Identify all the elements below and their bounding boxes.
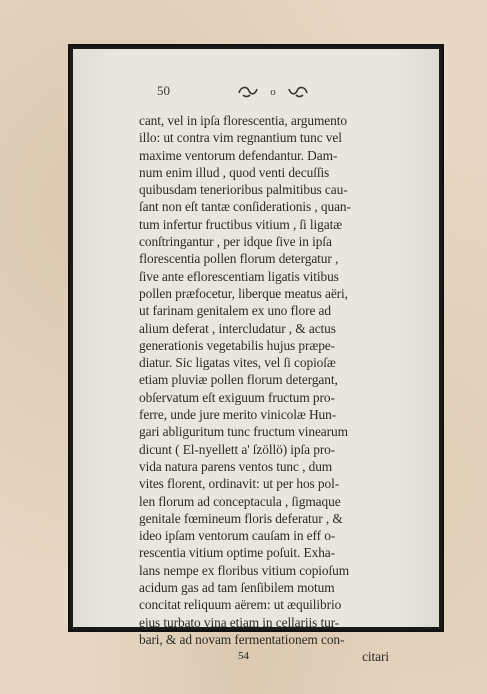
page-body-text xyxy=(139,112,399,666)
text-line: dicunt ( El-nyellett a' ſzöllö) ipſa pro- xyxy=(139,441,336,457)
text-line: generationis vegetabilis hujus præpe- xyxy=(139,337,335,353)
text-line: illo: ut contra vim regnantium tunc vel xyxy=(139,130,342,146)
text-line: ſive ante eflorescentiam ligatis vitibus xyxy=(139,268,339,284)
text-line: obſervatum eſt exiguum fructum pro- xyxy=(139,389,335,405)
pdf-page-number: 54 xyxy=(238,650,249,662)
text-line: rescentia vitium optime poſuit. Exha- xyxy=(139,545,335,561)
ornament-icon xyxy=(233,83,313,99)
text-line: len florum ad conceptacula , ſigmaque xyxy=(139,493,341,509)
text-line: gari abliguritum tunc fructum vinearum xyxy=(139,424,348,440)
running-head xyxy=(157,83,399,99)
text-line: vites florent, ordinavit: ut per hos pol- xyxy=(139,476,340,492)
text-line: diatur. Sic ligatas vites, vel ſi copioſæ xyxy=(139,355,336,371)
text-line: ideo ipſam ventorum cauſam in eff o- xyxy=(139,528,336,544)
text-line: ut farinam genitalem ex uno flore ad xyxy=(139,303,331,319)
text-line: acidum gas ad tam ſenſibilem motum xyxy=(139,580,335,596)
text-line: florescentia pollen florum detergatur , xyxy=(139,251,339,267)
text-line: quibusdam tenerioribus palmitibus cau- xyxy=(139,182,348,198)
book-page-number: 50 xyxy=(157,83,170,98)
text-line: bari, & ad novam fermentationem con- xyxy=(139,631,345,647)
catchword: citari xyxy=(362,649,389,665)
text-line: ejus turbato vina etiam in cellariis tur- xyxy=(139,614,340,630)
text-line: lans nempe ex floribus vitium copioſum xyxy=(139,562,350,578)
text-line: vida natura parens ventos tunc , dum xyxy=(139,458,333,474)
text-line: num enim illud , quod venti decuſſis xyxy=(139,164,330,180)
text-line: maxime ventorum defendantur. Dam- xyxy=(139,147,338,163)
text-line: concitat reliquum aërem: ut æquilibrio xyxy=(139,597,342,613)
ornament-center: o xyxy=(270,86,276,98)
text-line: ferre, unde jure merito vinicolæ Hun- xyxy=(139,407,337,423)
text-line: etiam pluviæ pollen florum detergant, xyxy=(139,372,338,388)
text-line: conſtringantur , per idque ſive in ipſa xyxy=(139,234,332,250)
text-line: ſant non eſt tantæ conſiderationis , quan- xyxy=(139,199,351,215)
text-line: tum infertur fructibus vitium , ſi ligatæ xyxy=(139,216,343,232)
text-line: alium deferat , intercludatur , & actus xyxy=(139,320,336,336)
text-line: genitale fœmineum floris deferatur , & xyxy=(139,510,343,526)
text-line: pollen præfocetur, liberque meatus aëri, xyxy=(139,285,348,301)
text-line: cant, vel in ipſa florescentia, argumento xyxy=(139,113,347,128)
